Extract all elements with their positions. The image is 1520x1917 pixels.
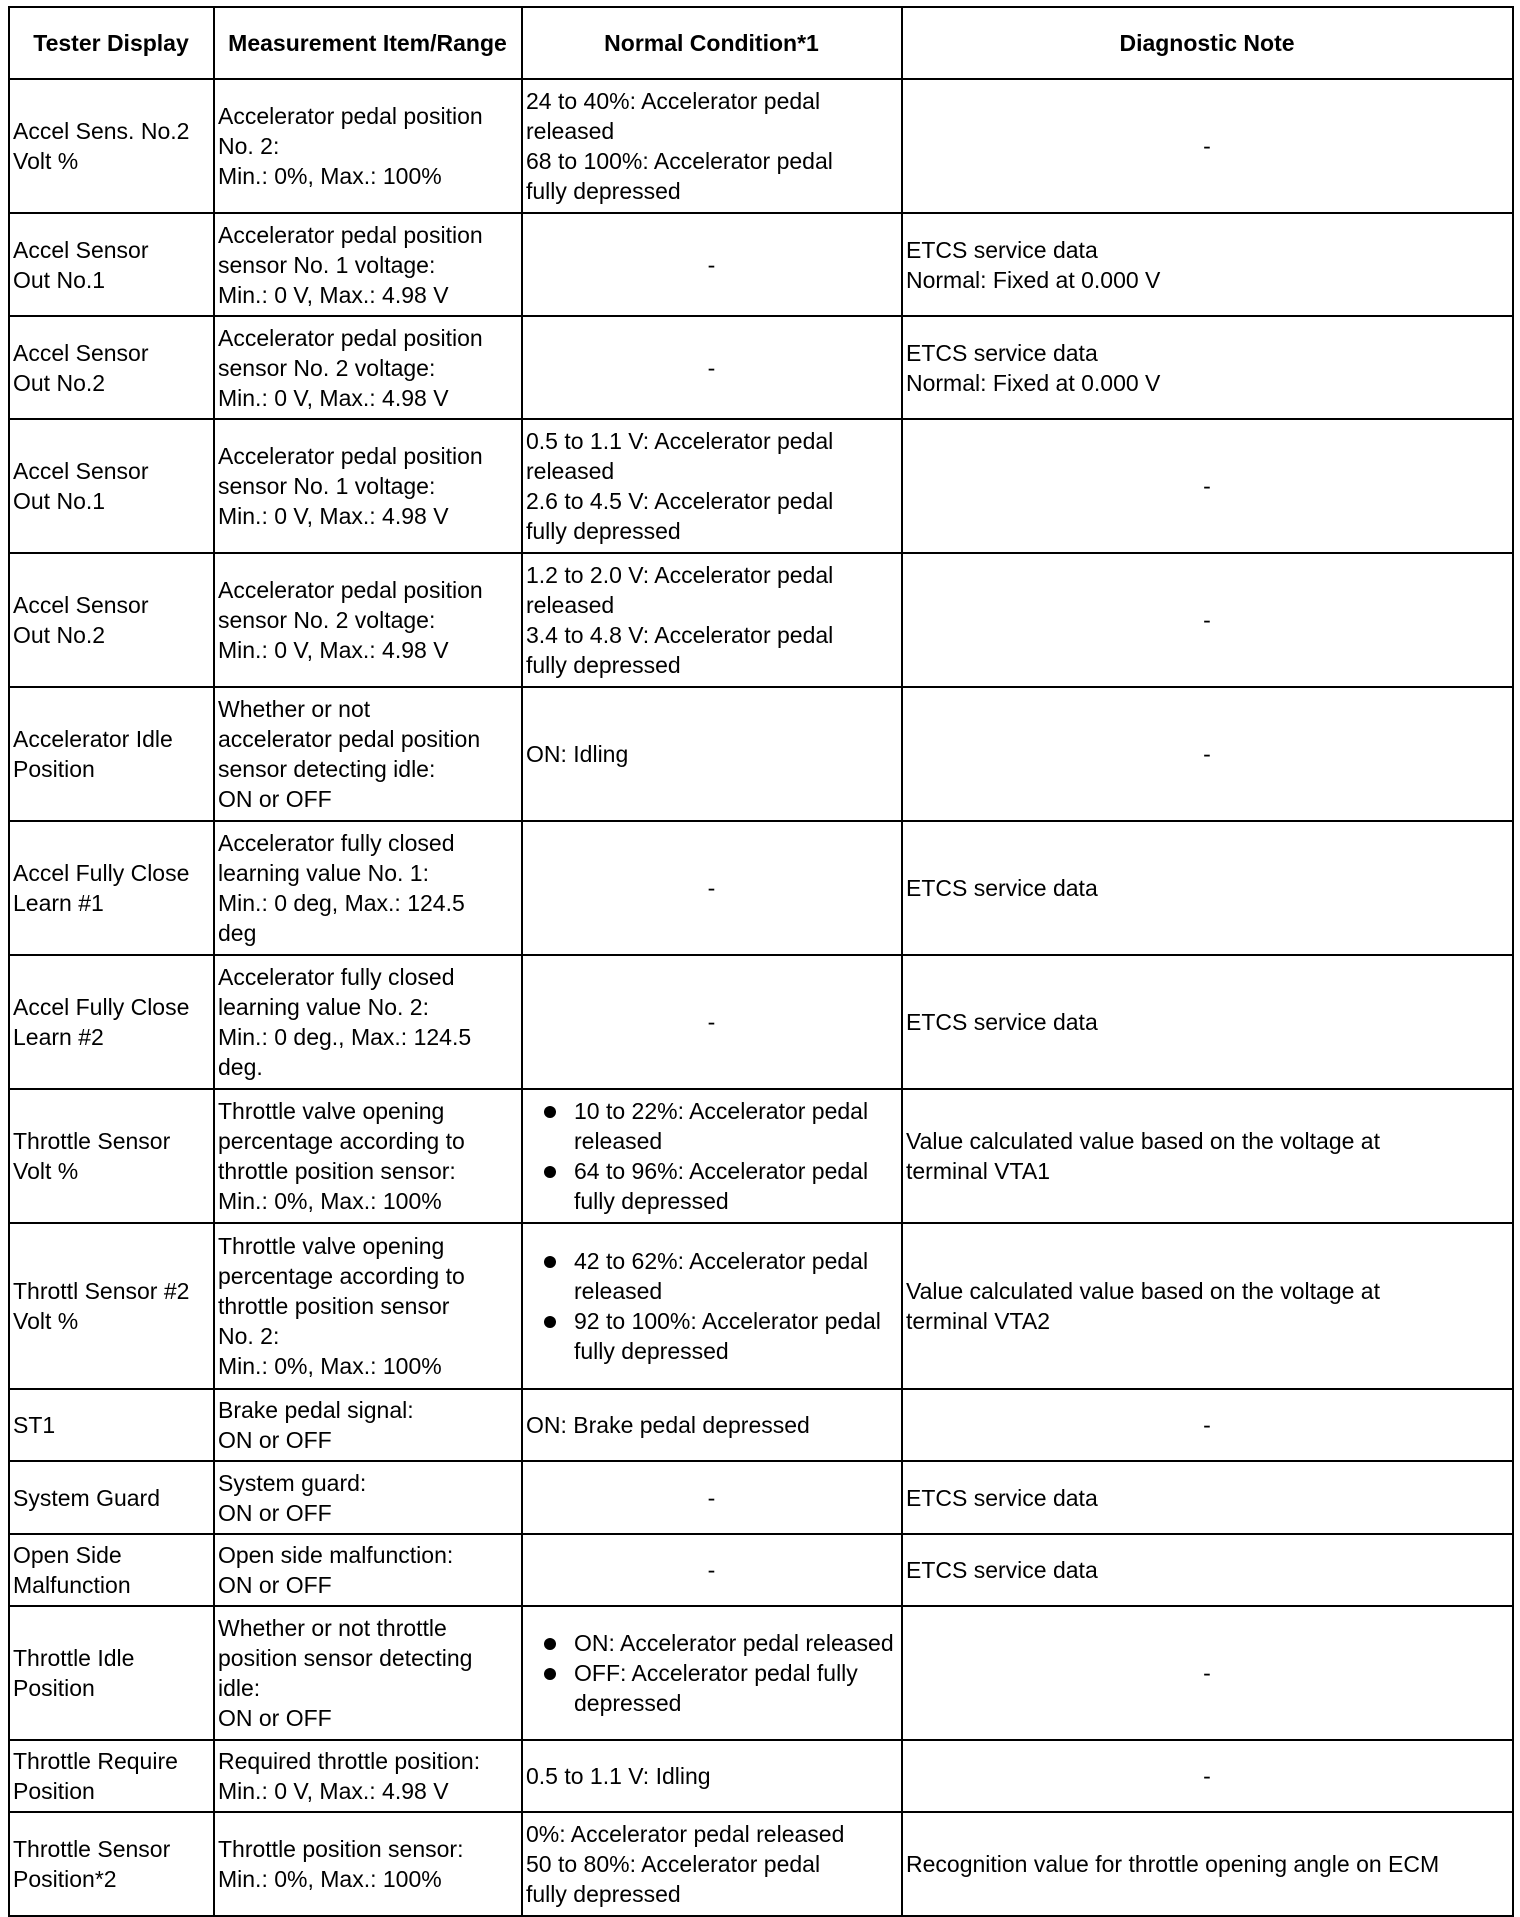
cell-text-line: sensor No. 1 voltage:: [218, 473, 436, 499]
cell-text-line: -: [1203, 133, 1211, 159]
cell-text-line: -: [1203, 473, 1211, 499]
cell-text-line: -: [1203, 1660, 1211, 1686]
cell-tester-display: [9, 1740, 214, 1812]
cell-text-line: sensor No. 2 voltage:: [218, 354, 436, 381]
cell-tester-display: [9, 1389, 214, 1461]
cell-diagnostic-note: [902, 79, 1513, 213]
cell-text-line: 68 to 100%: Accelerator pedal: [526, 148, 833, 174]
cell-normal-condition: [522, 79, 902, 213]
cell-text-line: fully depressed: [526, 178, 681, 204]
cell-text-line: ETCS service data: [906, 236, 1098, 263]
cell-text-line: No. 2:: [218, 133, 280, 159]
cell-text-line: -: [707, 875, 716, 901]
cell-text-line: Accelerator Idle: [13, 726, 173, 752]
cell-text-line: -: [1203, 607, 1211, 633]
cell-text-line: Required throttle position:: [218, 1748, 481, 1774]
table-row: [9, 1461, 1513, 1534]
table-row: [9, 1606, 1513, 1740]
cell-normal-condition: [522, 687, 902, 821]
cell-tester-display: [9, 687, 214, 821]
cell-text-line: Volt %: [13, 1158, 79, 1184]
cell-text-line: Accelerator pedal position: [218, 443, 483, 469]
table-row: [9, 1089, 1513, 1223]
cell-normal-condition: [522, 316, 902, 419]
cell-text-line: ON: Idling: [526, 741, 629, 767]
cell-tester-display: [9, 1812, 214, 1916]
cell-measurement-item: [214, 1606, 522, 1740]
cell-diagnostic-note: [902, 1740, 1513, 1812]
cell-text-line: Position: [13, 1675, 95, 1701]
cell-text-line: fully depressed: [526, 1881, 681, 1907]
header-normal-condition: Normal Condition*1: [522, 7, 902, 79]
cell-text-line: Min.: 0 deg, Max.: 124.5: [218, 890, 465, 916]
cell-tester-display: [9, 1089, 214, 1223]
cell-diagnostic-note: [902, 1223, 1513, 1389]
cell-text-line: ST1: [13, 1412, 56, 1438]
cell-text-line: learning value No. 2:: [218, 994, 429, 1020]
cell-text-line: throttle position sensor:: [218, 1158, 456, 1184]
cell-text-line: Throttle Sensor: [13, 1836, 171, 1862]
cell-normal-condition: [522, 419, 902, 553]
cell-text-line: ETCS service data: [906, 1484, 1098, 1511]
cell-text-line: Accelerator fully closed: [218, 964, 455, 990]
cell-diagnostic-note: [902, 553, 1513, 687]
cell-text-line: Throttle Idle: [13, 1645, 135, 1671]
cell-text-line: fully depressed: [526, 652, 681, 678]
table-row: [9, 821, 1513, 955]
cell-diagnostic-note: [902, 1812, 1513, 1916]
cell-measurement-item: [214, 419, 522, 553]
cell-tester-display: [9, 955, 214, 1089]
cell-text-line: Throttle valve opening: [218, 1098, 445, 1124]
cell-text-line: 1.2 to 2.0 V: Accelerator pedal: [526, 562, 834, 588]
cell-text-line: Brake pedal signal:: [218, 1397, 414, 1423]
cell-text-line: Accel Sens. No.2: [13, 118, 190, 144]
cell-normal-condition: [522, 1534, 902, 1606]
table-row: [9, 1223, 1513, 1389]
cell-text-line: ON or OFF: [218, 786, 332, 812]
cell-text-line: Min.: 0 V, Max.: 4.98 V: [218, 637, 449, 663]
cell-normal-condition: [522, 213, 902, 316]
cell-text-line: Min.: 0%, Max.: 100%: [218, 163, 442, 189]
bullet-list: [526, 1628, 897, 1718]
cell-measurement-item: [214, 79, 522, 213]
cell-measurement-item: [214, 1812, 522, 1916]
cell-text-line: terminal VTA2: [906, 1308, 1051, 1334]
cell-tester-display: [9, 213, 214, 316]
cell-text-line: Recognition value for throttle opening angle on ECM: [906, 1851, 1440, 1877]
cell-text-line: Throttle Sensor: [13, 1128, 171, 1154]
cell-text-line: deg: [218, 920, 257, 946]
cell-text-line: percentage according to: [218, 1128, 465, 1154]
cell-tester-display: [9, 1606, 214, 1740]
cell-text-line: ON or OFF: [218, 1499, 332, 1526]
cell-text-line: 24 to 40%: Accelerator pedal: [526, 88, 821, 114]
cell-text-line: Out No.2: [13, 622, 106, 648]
cell-text-line: -: [707, 1484, 716, 1511]
cell-normal-condition: [522, 553, 902, 687]
cell-text-line: 0.5 to 1.1 V: Idling: [526, 1763, 711, 1789]
cell-text-line: idle:: [218, 1675, 261, 1701]
cell-text-line: Learn #2: [13, 1024, 104, 1050]
cell-text-line: Position: [13, 1778, 95, 1804]
cell-normal-condition: [522, 1389, 902, 1461]
cell-normal-condition: [522, 1812, 902, 1916]
cell-text-line: released: [526, 118, 615, 144]
table-row: [9, 1389, 1513, 1461]
cell-text-line: ETCS service data: [906, 875, 1098, 901]
cell-text-line: Min.: 0 V, Max.: 4.98 V: [218, 384, 449, 411]
cell-text-line: Accel Sensor: [13, 458, 149, 484]
cell-text-line: position sensor detecting: [218, 1645, 473, 1671]
table-row: [9, 419, 1513, 553]
cell-normal-condition: [522, 1740, 902, 1812]
cell-measurement-item: [214, 821, 522, 955]
cell-text-line: -: [1203, 1412, 1211, 1438]
cell-text-line: System Guard: [13, 1484, 160, 1511]
cell-diagnostic-note: [902, 1461, 1513, 1534]
cell-text-line: No. 2:: [218, 1323, 280, 1349]
cell-diagnostic-note: [902, 821, 1513, 955]
cell-text-line: Accelerator fully closed: [218, 830, 455, 856]
cell-normal-condition: [522, 1223, 902, 1389]
cell-measurement-item: [214, 316, 522, 419]
cell-text-line: Value calculated value based on the voltage at: [906, 1278, 1380, 1304]
cell-text-line: Whether or not throttle: [218, 1615, 447, 1641]
cell-tester-display: [9, 553, 214, 687]
cell-text-line: Out No.1: [13, 266, 106, 293]
table-row: [9, 1534, 1513, 1606]
cell-text-line: System guard:: [218, 1469, 367, 1496]
cell-diagnostic-note: [902, 419, 1513, 553]
cell-text-line: Min.: 0 deg., Max.: 124.5: [218, 1024, 472, 1050]
cell-normal-condition: [522, 955, 902, 1089]
cell-text-line: -: [1203, 1763, 1211, 1789]
cell-tester-display: [9, 316, 214, 419]
cell-measurement-item: [214, 1223, 522, 1389]
cell-text-line: fully depressed: [526, 518, 681, 544]
cell-text-line: ON or OFF: [218, 1427, 332, 1453]
cell-text-line: Value calculated value based on the voltage at: [906, 1128, 1380, 1154]
cell-measurement-item: [214, 1389, 522, 1461]
cell-text-line: deg.: [218, 1054, 263, 1080]
cell-text-line: -: [707, 1009, 716, 1035]
header-tester-display: Tester Display: [9, 7, 214, 79]
cell-text-line: terminal VTA1: [906, 1158, 1051, 1184]
cell-tester-display: [9, 79, 214, 213]
cell-diagnostic-note: [902, 1606, 1513, 1740]
cell-text-line: Accelerator pedal position: [218, 324, 483, 351]
table-row: [9, 79, 1513, 213]
cell-diagnostic-note: [902, 1534, 1513, 1606]
cell-text-line: Accelerator pedal position: [218, 221, 483, 248]
cell-tester-display: [9, 1534, 214, 1606]
cell-text-line: 0%: Accelerator pedal released: [526, 1821, 845, 1847]
cell-text-line: Min.: 0 V, Max.: 4.98 V: [218, 281, 449, 308]
table-row: [9, 1812, 1513, 1916]
cell-measurement-item: [214, 687, 522, 821]
data-list-table: [8, 6, 1514, 1917]
cell-text-line: Throttle Require: [13, 1748, 178, 1774]
cell-text-line: Learn #1: [13, 890, 104, 916]
table-body: [9, 79, 1513, 1916]
cell-text-line: percentage according to: [218, 1263, 465, 1289]
cell-text-line: Open side malfunction:: [218, 1542, 454, 1568]
cell-text-line: Min.: 0%, Max.: 100%: [218, 1188, 442, 1214]
cell-text-line: Min.: 0%, Max.: 100%: [218, 1866, 442, 1892]
bullet-list: [526, 1096, 897, 1216]
cell-text-line: ETCS service data: [906, 339, 1098, 366]
cell-text-line: learning value No. 1:: [218, 860, 429, 886]
table-row: [9, 955, 1513, 1089]
cell-text-line: released: [526, 592, 615, 618]
cell-text-line: Min.: 0 V, Max.: 4.98 V: [218, 503, 449, 529]
cell-measurement-item: [214, 1461, 522, 1534]
bullet-item: 42 to 62%: Accelerator pedal released: [574, 1246, 897, 1306]
cell-text-line: 3.4 to 4.8 V: Accelerator pedal: [526, 622, 834, 648]
cell-text-line: Accelerator pedal position: [218, 103, 483, 129]
cell-text-line: Position: [13, 756, 95, 782]
cell-diagnostic-note: [902, 213, 1513, 316]
cell-text-line: ETCS service data: [906, 1009, 1098, 1035]
cell-text-line: Min.: 0 V, Max.: 4.98 V: [218, 1778, 449, 1804]
cell-diagnostic-note: [902, 1089, 1513, 1223]
cell-text-line: accelerator pedal position: [218, 726, 481, 752]
cell-text-line: throttle position sensor: [218, 1293, 450, 1319]
cell-tester-display: [9, 1461, 214, 1534]
cell-normal-condition: [522, 1089, 902, 1223]
cell-text-line: Volt %: [13, 148, 79, 174]
cell-measurement-item: [214, 955, 522, 1089]
cell-text-line: Throttle position sensor:: [218, 1836, 464, 1862]
bullet-item: 64 to 96%: Accelerator pedal fully depressed: [574, 1156, 897, 1216]
cell-text-line: Normal: Fixed at 0.000 V: [906, 266, 1161, 293]
cell-text-line: -: [707, 1557, 716, 1583]
cell-text-line: Out No.1: [13, 488, 106, 514]
bullet-item: OFF: Accelerator pedal fully depressed: [574, 1658, 897, 1718]
cell-text-line: Min.: 0%, Max.: 100%: [218, 1353, 442, 1379]
cell-measurement-item: [214, 553, 522, 687]
cell-tester-display: [9, 419, 214, 553]
cell-text-line: Position*2: [13, 1866, 117, 1892]
cell-text-line: -: [707, 354, 716, 381]
bullet-list: [526, 1246, 897, 1366]
cell-text-line: ON or OFF: [218, 1572, 332, 1598]
cell-diagnostic-note: [902, 687, 1513, 821]
cell-text-line: Throttl Sensor #2: [13, 1278, 190, 1304]
cell-text-line: Accel Fully Close: [13, 994, 190, 1020]
cell-measurement-item: [214, 1740, 522, 1812]
cell-tester-display: [9, 821, 214, 955]
bullet-item: 92 to 100%: Accelerator pedal fully depressed: [574, 1306, 897, 1366]
cell-text-line: Normal: Fixed at 0.000 V: [906, 369, 1161, 396]
cell-text-line: ETCS service data: [906, 1557, 1098, 1583]
table-row: [9, 1740, 1513, 1812]
cell-text-line: 0.5 to 1.1 V: Accelerator pedal: [526, 428, 834, 454]
table-row: [9, 316, 1513, 419]
cell-text-line: 50 to 80%: Accelerator pedal: [526, 1851, 821, 1877]
cell-normal-condition: [522, 821, 902, 955]
cell-text-line: released: [526, 458, 615, 484]
cell-text-line: sensor detecting idle:: [218, 756, 436, 782]
cell-measurement-item: [214, 213, 522, 316]
cell-text-line: Accel Sensor: [13, 236, 149, 263]
cell-text-line: Accelerator pedal position: [218, 577, 483, 603]
cell-diagnostic-note: [902, 1389, 1513, 1461]
table-row: [9, 687, 1513, 821]
cell-text-line: Malfunction: [13, 1572, 131, 1598]
cell-text-line: -: [1203, 741, 1211, 767]
cell-text-line: Volt %: [13, 1308, 79, 1334]
header-diagnostic-note: Diagnostic Note: [902, 7, 1513, 79]
cell-text-line: 2.6 to 4.5 V: Accelerator pedal: [526, 488, 834, 514]
cell-tester-display: [9, 1223, 214, 1389]
cell-diagnostic-note: [902, 955, 1513, 1089]
table-row: [9, 213, 1513, 316]
cell-text-line: Throttle valve opening: [218, 1233, 445, 1259]
cell-text-line: Accel Sensor: [13, 592, 149, 618]
cell-text-line: Accel Sensor: [13, 339, 149, 366]
cell-normal-condition: [522, 1461, 902, 1534]
cell-text-line: sensor No. 2 voltage:: [218, 607, 436, 633]
bullet-item: ON: Accelerator pedal released: [574, 1628, 897, 1658]
cell-text-line: sensor No. 1 voltage:: [218, 251, 436, 278]
cell-measurement-item: [214, 1089, 522, 1223]
cell-text-line: ON or OFF: [218, 1705, 332, 1731]
cell-text-line: ON: Brake pedal depressed: [526, 1412, 810, 1438]
cell-measurement-item: [214, 1534, 522, 1606]
bullet-item: 10 to 22%: Accelerator pedal released: [574, 1096, 897, 1156]
cell-text-line: Accel Fully Close: [13, 860, 190, 886]
table-header-row: [9, 7, 1513, 79]
table-row: [9, 553, 1513, 687]
cell-text-line: Whether or not: [218, 696, 371, 722]
cell-diagnostic-note: [902, 316, 1513, 419]
cell-normal-condition: [522, 1606, 902, 1740]
cell-text-line: -: [707, 251, 716, 278]
cell-text-line: Open Side: [13, 1542, 122, 1568]
header-measurement-item: Measurement Item/Range: [214, 7, 522, 79]
cell-text-line: Out No.2: [13, 369, 106, 396]
